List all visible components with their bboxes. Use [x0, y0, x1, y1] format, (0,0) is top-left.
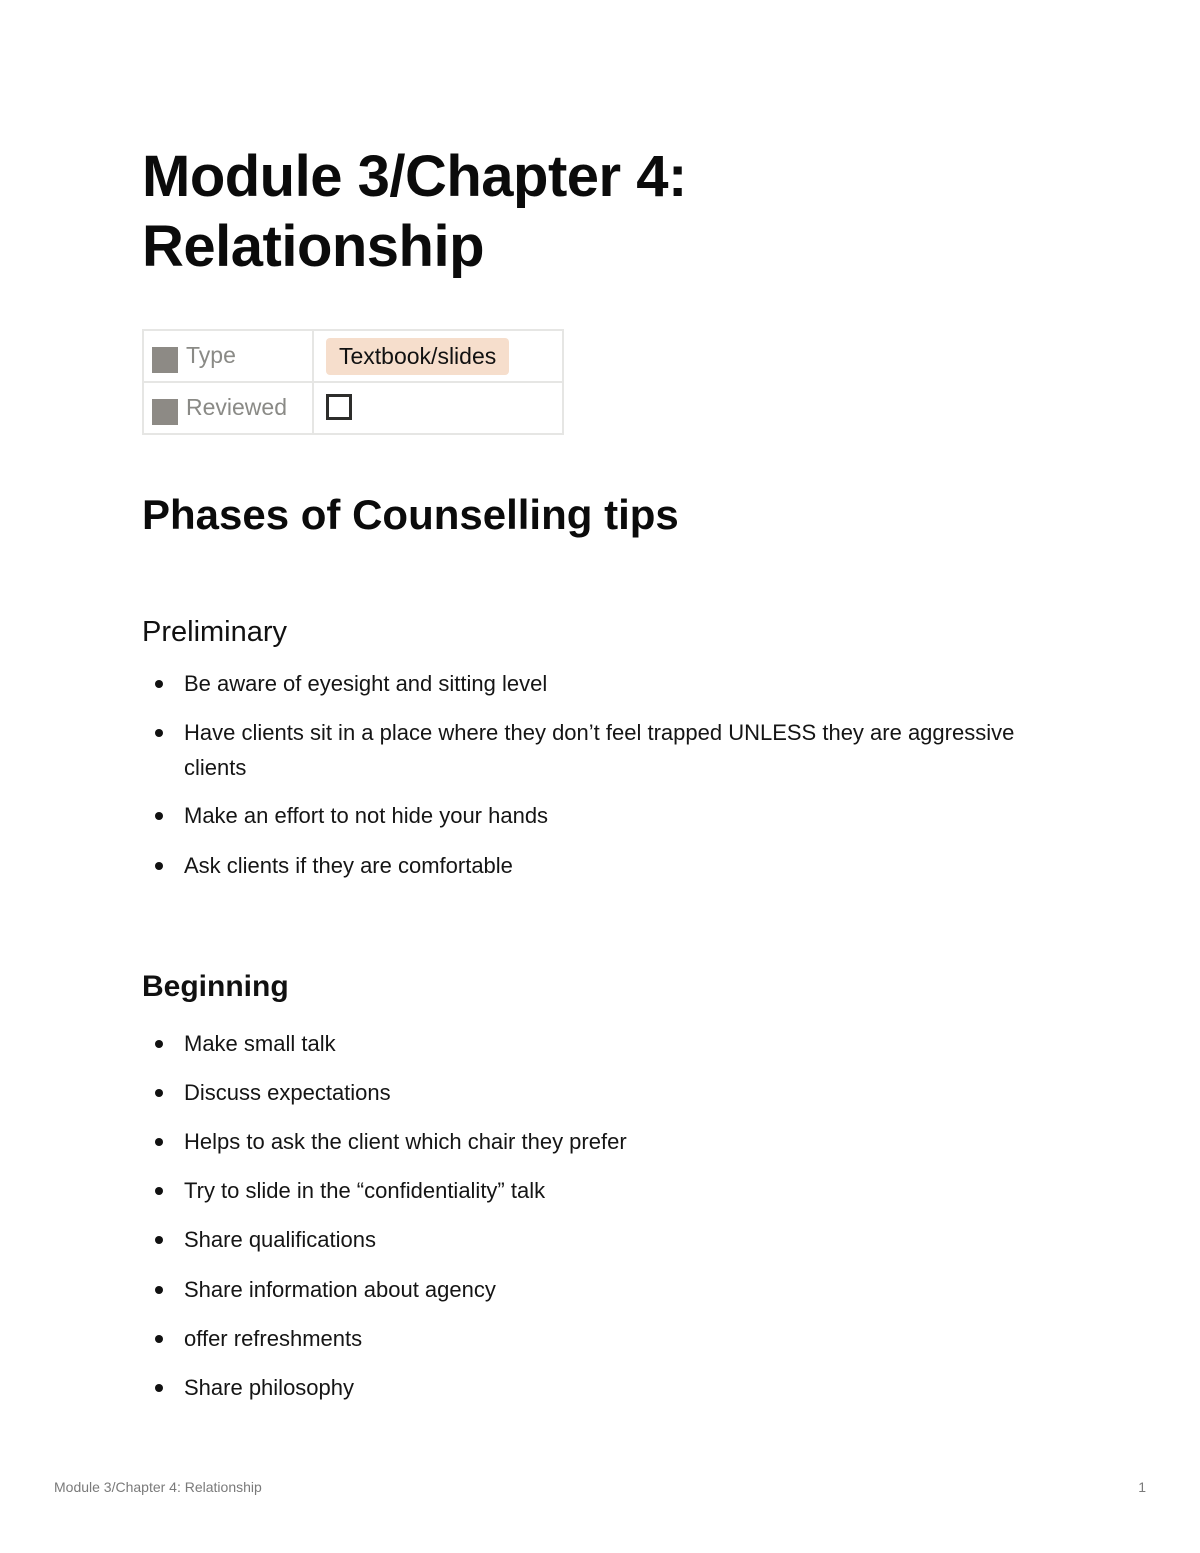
property-icon: [152, 347, 178, 373]
property-row-type: [143, 330, 563, 382]
section-heading: Phases of Counselling tips: [142, 491, 679, 538]
page-title: [142, 142, 942, 282]
property-value-type[interactable]: [313, 330, 563, 382]
beginning-list: [142, 1026, 1022, 1405]
list-item: Have clients sit in a place where they don’t feel trapped UNLESS they are aggressive clients: [142, 715, 1022, 785]
property-key-label: Type: [186, 342, 236, 369]
footer-title: Module 3/Chapter 4: Relationship: [54, 1479, 262, 1495]
page-title-line-1: Module 3/Chapter 4:: [142, 144, 687, 209]
preliminary-list: [142, 666, 1022, 883]
properties-table: [142, 329, 564, 435]
list-item: Make an effort to not hide your hands: [142, 798, 1022, 833]
list-item: Share qualifications: [142, 1222, 1022, 1257]
property-key-label: Reviewed: [186, 394, 287, 421]
property-value-reviewed[interactable]: [313, 382, 563, 434]
list-item: Share philosophy: [142, 1370, 1022, 1405]
list-item: Try to slide in the “confidentiality” talk: [142, 1173, 1022, 1208]
property-row-reviewed: [143, 382, 563, 434]
list-item: Discuss expectations: [142, 1075, 1022, 1110]
subheading-beginning: Beginning: [142, 970, 289, 1003]
list-item: offer refreshments: [142, 1321, 1022, 1356]
page-title-line-2: Relationship: [142, 214, 485, 279]
list-item: Make small talk: [142, 1026, 1022, 1061]
subheading-preliminary: Preliminary: [142, 616, 288, 648]
type-tag[interactable]: Textbook/slides: [326, 338, 509, 375]
footer-page-number: 1: [1138, 1479, 1146, 1495]
property-key-reviewed: [143, 382, 313, 434]
list-item: Ask clients if they are comfortable: [142, 848, 1022, 883]
list-item: Be aware of eyesight and sitting level: [142, 666, 1022, 701]
reviewed-checkbox[interactable]: [326, 394, 352, 420]
list-item: Helps to ask the client which chair they prefer: [142, 1124, 1022, 1159]
property-key-type: [143, 330, 313, 382]
property-icon: [152, 399, 178, 425]
list-item: Share information about agency: [142, 1272, 1022, 1307]
